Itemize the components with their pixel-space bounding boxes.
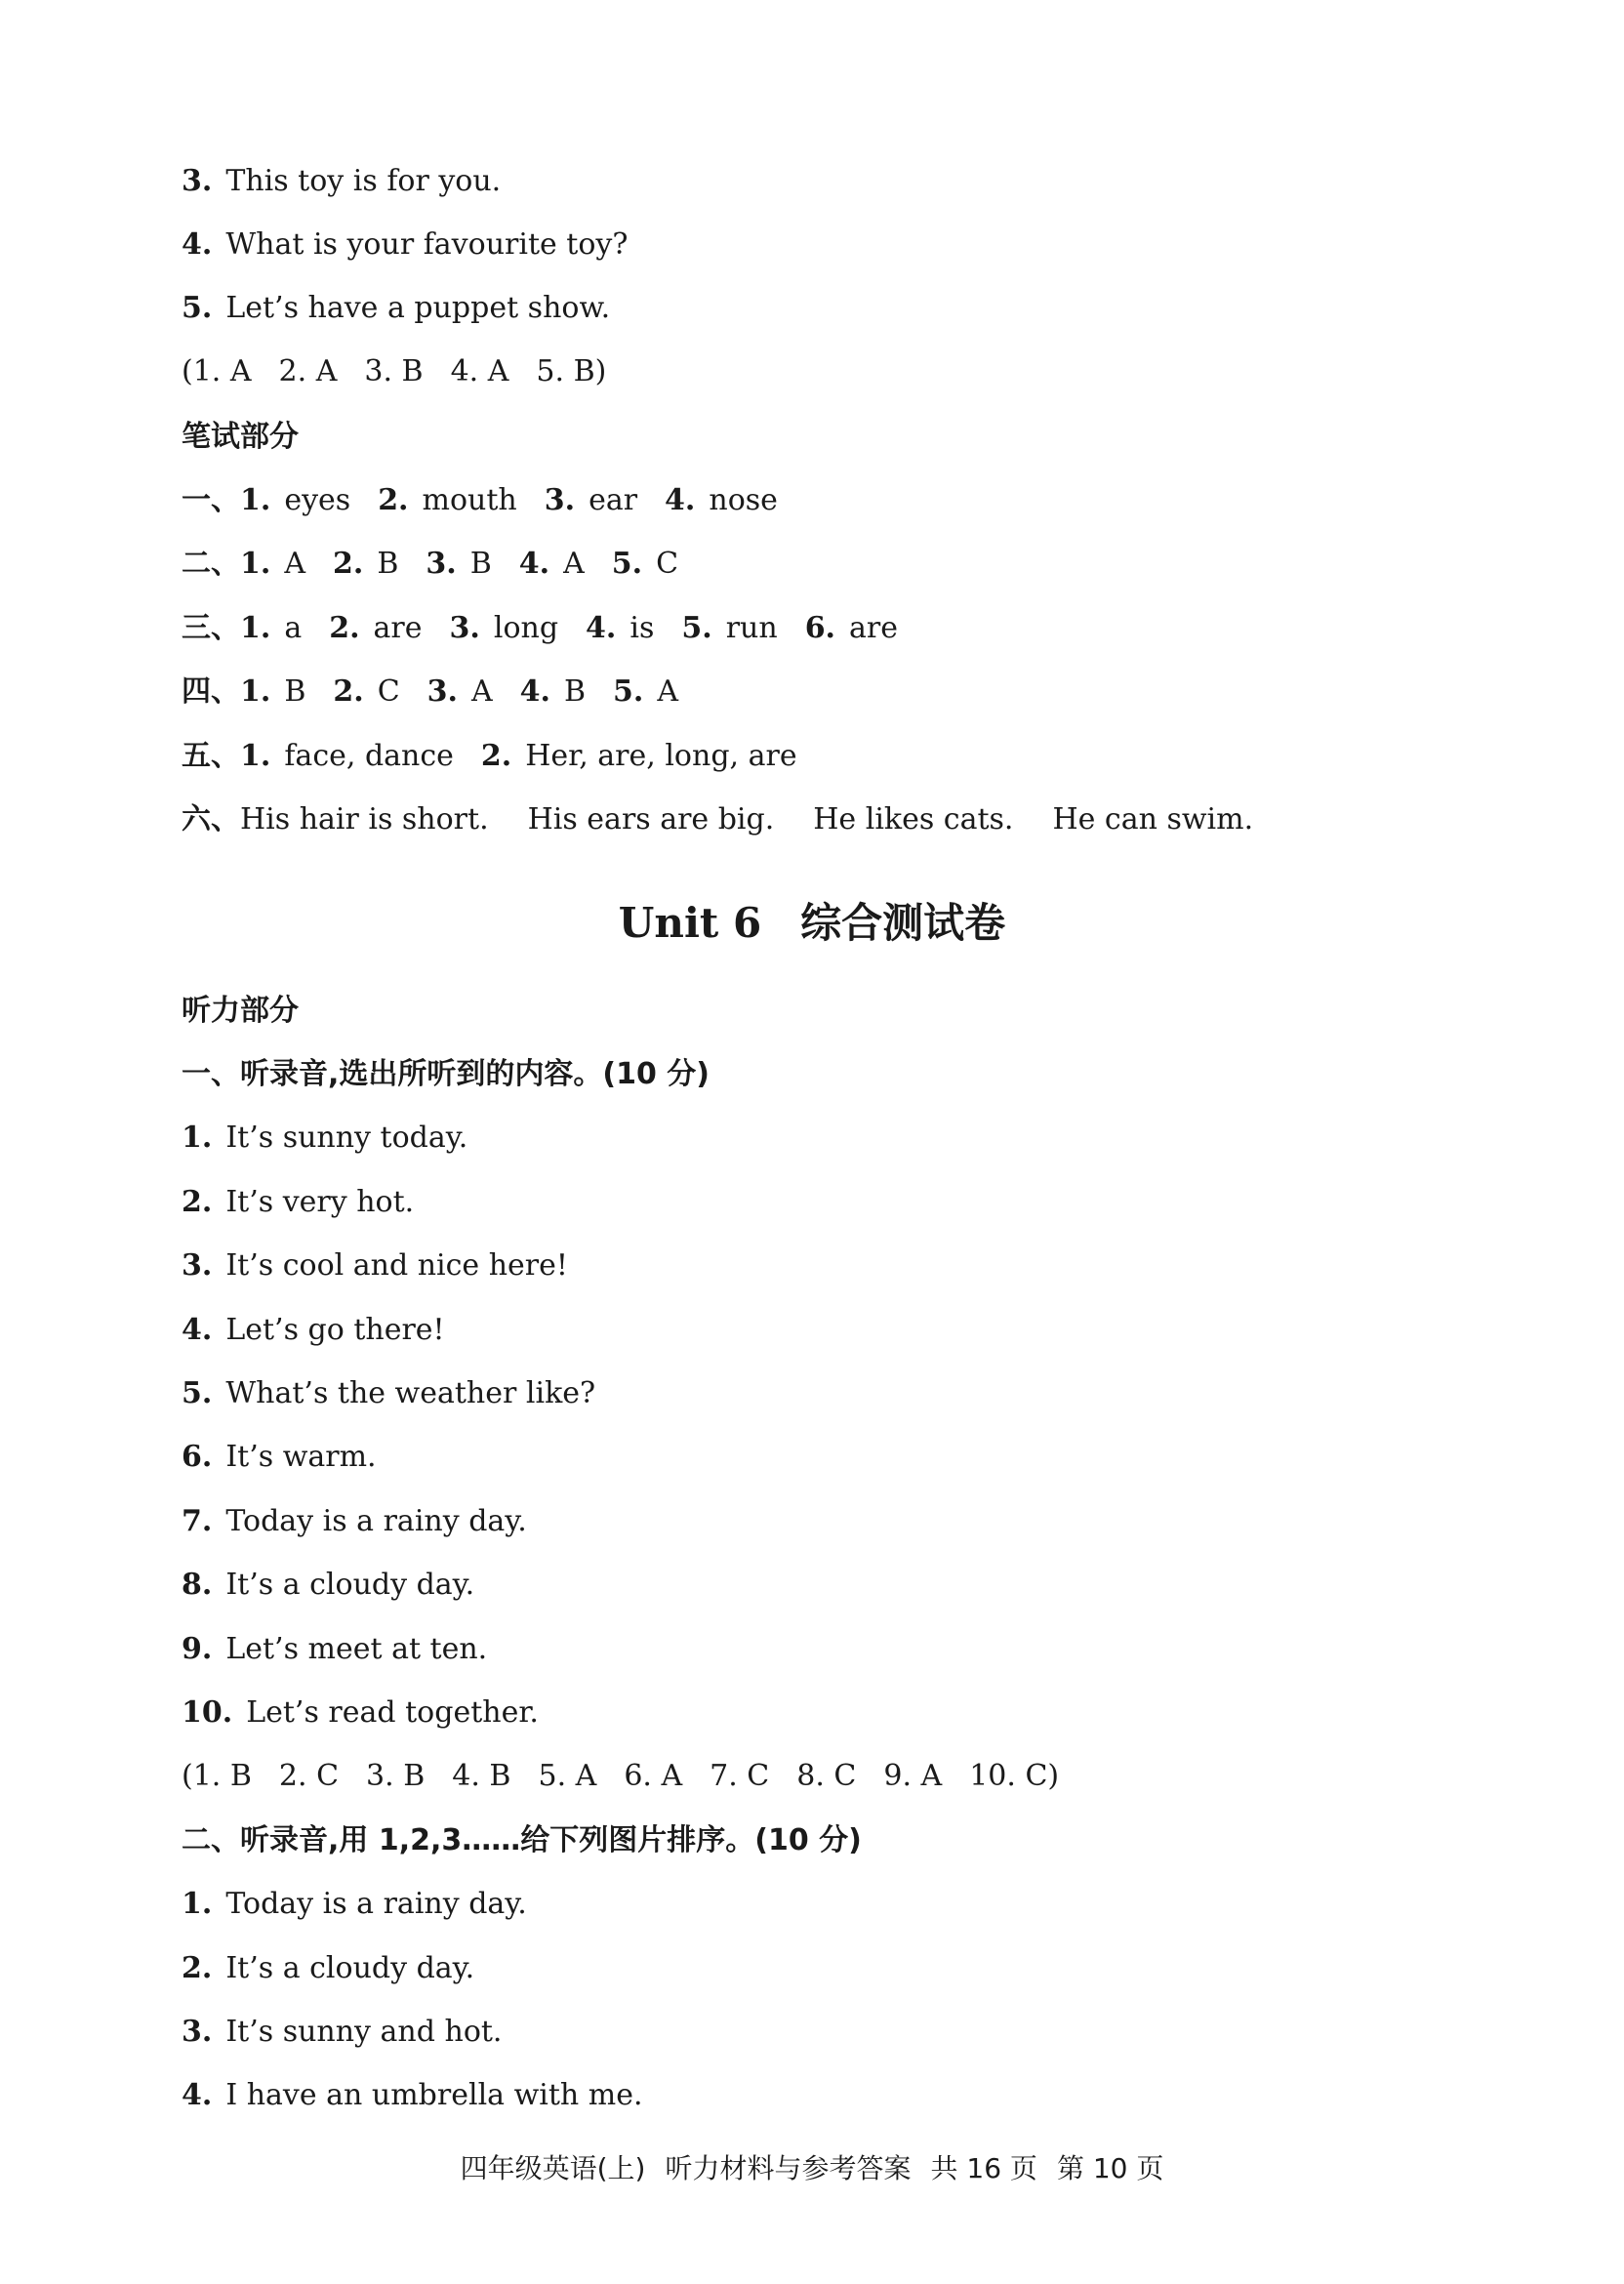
written-section-1: 一、1. eyes 2. mouth 3. ear 4. nose xyxy=(182,483,778,517)
part1-item: 2. It’s very hot. xyxy=(182,1185,415,1219)
part1-item: 10. Let’s read together. xyxy=(182,1695,539,1730)
page-footer xyxy=(0,2149,1624,2188)
listening-section-heading: 听力部分 xyxy=(182,994,299,1028)
part2-item: 2. It’s a cloudy day. xyxy=(182,1951,475,1985)
footer-total-pages: 共 16 页 xyxy=(930,2152,1037,2184)
part2-item: 3. It’s sunny and hot. xyxy=(182,2015,503,2049)
footer-book: 四年级英语(上) xyxy=(460,2152,646,2184)
written-section-6: 六、His hair is short. His ears are big. He likes cats. He can swim. xyxy=(182,802,1254,836)
written-section-4: 四、1. B 2. C 3. A 4. B 5. A xyxy=(182,674,679,709)
written-section-3: 三、1. a 2. are 3. long 4. is 5. run 6. are xyxy=(182,611,898,645)
part1-item: 8. It’s a cloudy day. xyxy=(182,1568,475,1602)
part1-item: 5. What’s the weather like? xyxy=(182,1376,596,1410)
listening-answers: (1. A 2. A 3. B 4. A 5. B) xyxy=(182,354,607,388)
part1-item: 3. It’s cool and nice here! xyxy=(182,1248,568,1283)
written-section-2: 二、1. A 2. B 3. B 4. A 5. C xyxy=(182,547,679,581)
part2-item: 1. Today is a rainy day. xyxy=(182,1887,527,1921)
written-section-5: 五、1. face, dance 2. Her, are, long, are xyxy=(182,739,797,773)
part1-item: 4. Let’s go there! xyxy=(182,1313,445,1347)
part1-item: 1. It’s sunny today. xyxy=(182,1121,468,1155)
listening-item: 5. Let’s have a puppet show. xyxy=(182,291,611,325)
part1-item: 7. Today is a rainy day. xyxy=(182,1504,527,1538)
unit-title xyxy=(0,896,1624,951)
part1-answers: (1. B 2. C 3. B 4. B 5. A 6. A 7. C 8. C 9. A 10. C) xyxy=(182,1759,1060,1793)
part1-heading: 一、听录音,选出所听到的内容。(10 分) xyxy=(182,1057,710,1091)
part2-item: 4. I have an umbrella with me. xyxy=(182,2078,643,2112)
unit-title-cn: 综合测试卷 xyxy=(800,899,1006,947)
footer-page-number: 第 10 页 xyxy=(1056,2152,1164,2184)
part1-item: 6. It’s warm. xyxy=(182,1440,377,1474)
listening-item: 3. This toy is for you. xyxy=(182,164,502,198)
unit-title-en: Unit 6 xyxy=(618,899,762,947)
footer-subtitle: 听力材料与参考答案 xyxy=(665,2152,912,2184)
written-section-heading: 笔试部分 xyxy=(182,420,299,454)
part1-item: 9. Let’s meet at ten. xyxy=(182,1632,488,1666)
listening-item: 4. What is your favourite toy? xyxy=(182,227,629,262)
part2-heading: 二、听录音,用 1,2,3……给下列图片排序。(10 分) xyxy=(182,1823,862,1857)
